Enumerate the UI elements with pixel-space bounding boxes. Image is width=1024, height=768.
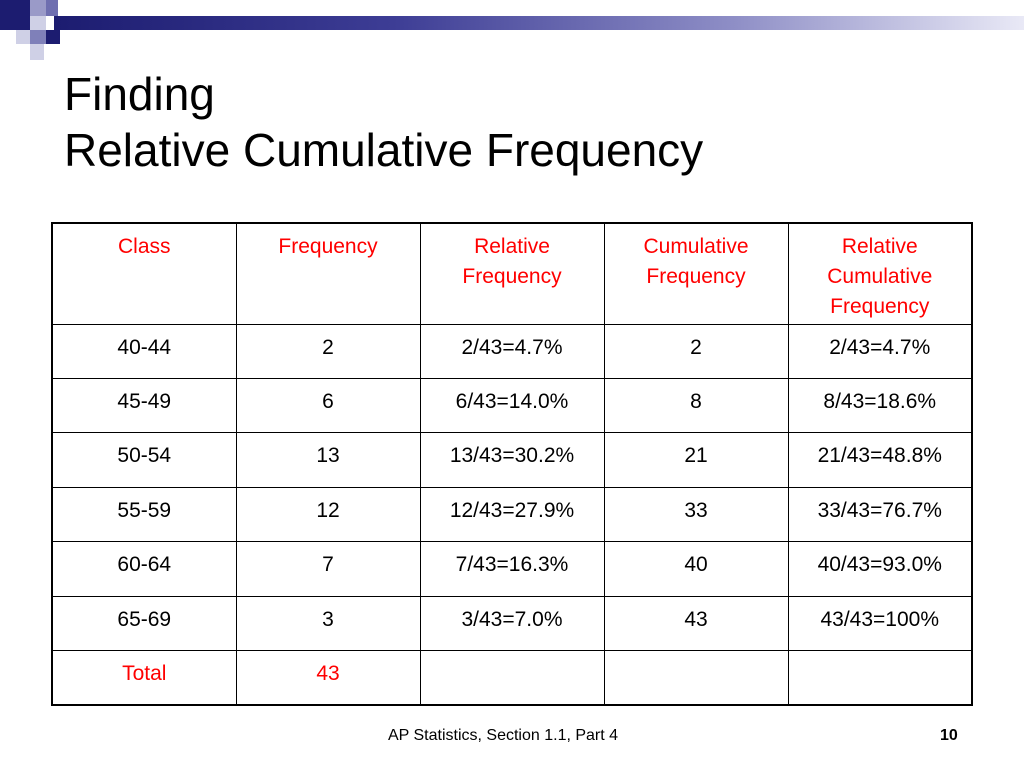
decor-square xyxy=(30,30,46,44)
table-cell: 8 xyxy=(604,378,788,432)
table-header-row xyxy=(52,223,972,324)
table-cell: 55-59 xyxy=(52,487,236,541)
page-number: 10 xyxy=(940,727,958,744)
table-cell: 40 xyxy=(604,542,788,596)
decor-square xyxy=(16,30,30,44)
table-cell-empty xyxy=(604,651,788,705)
column-header-cumulative-frequency: Cumulative Frequency xyxy=(604,223,788,324)
table-cell: 40-44 xyxy=(52,324,236,378)
decor-square xyxy=(30,16,46,30)
table-row xyxy=(52,596,972,650)
table-cell: 50-54 xyxy=(52,433,236,487)
table-row xyxy=(52,487,972,541)
table-cell: 2/43=4.7% xyxy=(788,324,972,378)
table-cell-empty xyxy=(420,651,604,705)
table-cell: 21 xyxy=(604,433,788,487)
decor-square xyxy=(30,0,46,16)
decor-square xyxy=(46,0,58,16)
table-cell: 33/43=76.7% xyxy=(788,487,972,541)
table-cell: 12 xyxy=(236,487,420,541)
table-cell: 3 xyxy=(236,596,420,650)
slide-title-line-2: Relative Cumulative Frequency xyxy=(64,124,704,176)
table-row xyxy=(52,433,972,487)
table-cell-empty xyxy=(788,651,972,705)
table-cell: 40/43=93.0% xyxy=(788,542,972,596)
table-cell: 43/43=100% xyxy=(788,596,972,650)
decor-square xyxy=(0,0,30,30)
slide-title-line-1: Finding xyxy=(64,68,215,120)
table-cell: 12/43=27.9% xyxy=(420,487,604,541)
table-row xyxy=(52,378,972,432)
frequency-table xyxy=(51,222,973,706)
total-label: Total xyxy=(52,651,236,705)
table-total-row xyxy=(52,651,972,705)
table-cell: 13/43=30.2% xyxy=(420,433,604,487)
table-cell: 21/43=48.8% xyxy=(788,433,972,487)
table-cell: 43 xyxy=(604,596,788,650)
decor-square xyxy=(30,44,44,60)
total-frequency: 43 xyxy=(236,651,420,705)
table-cell: 6 xyxy=(236,378,420,432)
table-row xyxy=(52,324,972,378)
column-header-relative-frequency: Relative Frequency xyxy=(420,223,604,324)
column-header-frequency: Frequency xyxy=(236,223,420,324)
decor-square xyxy=(46,30,60,44)
header-gradient-bar xyxy=(54,16,1024,30)
column-header-relative-cumulative-frequency: Relative Cumulative Frequency xyxy=(788,223,972,324)
table-cell: 60-64 xyxy=(52,542,236,596)
table-cell: 2 xyxy=(604,324,788,378)
table-cell: 8/43=18.6% xyxy=(788,378,972,432)
table-cell: 3/43=7.0% xyxy=(420,596,604,650)
table-cell: 2/43=4.7% xyxy=(420,324,604,378)
column-header-class: Class xyxy=(52,223,236,324)
table-cell: 45-49 xyxy=(52,378,236,432)
table-cell: 6/43=14.0% xyxy=(420,378,604,432)
table-cell: 65-69 xyxy=(52,596,236,650)
table-cell: 7 xyxy=(236,542,420,596)
slide-title xyxy=(64,66,703,178)
slide-footer: AP Statistics, Section 1.1, Part 4 xyxy=(388,727,619,744)
table-cell: 13 xyxy=(236,433,420,487)
table-row xyxy=(52,542,972,596)
table-cell: 33 xyxy=(604,487,788,541)
table-cell: 2 xyxy=(236,324,420,378)
table-cell: 7/43=16.3% xyxy=(420,542,604,596)
